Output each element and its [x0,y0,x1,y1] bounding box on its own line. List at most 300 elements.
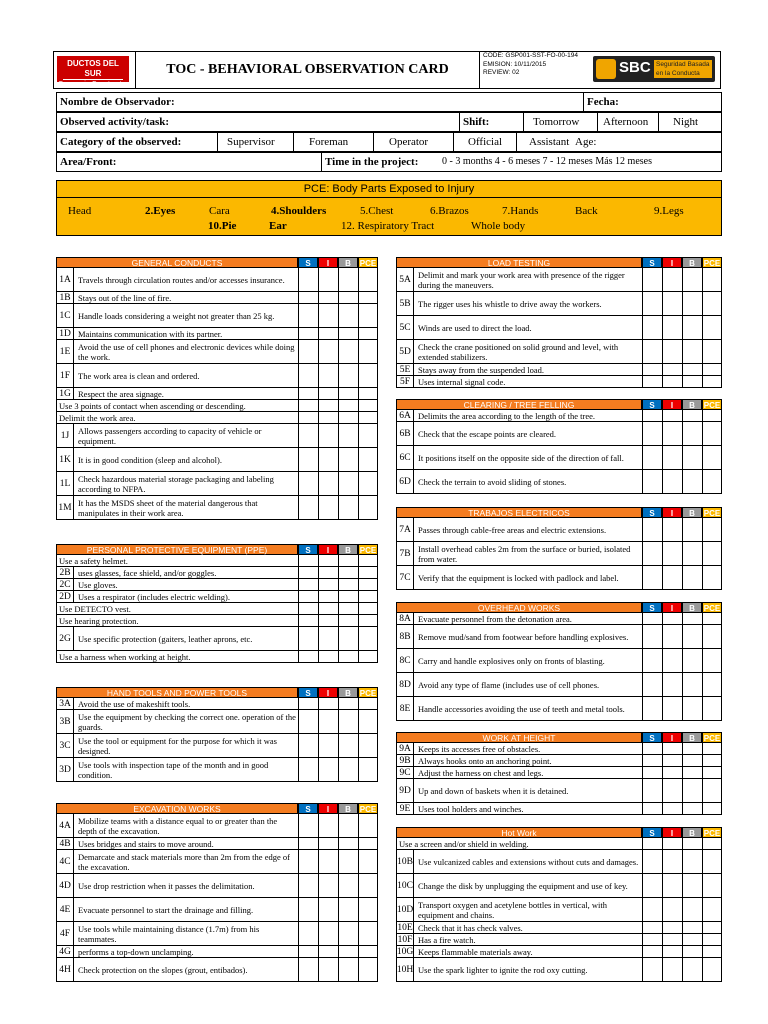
check-cell-i[interactable] [662,850,682,873]
check-cell-pce[interactable] [702,340,722,363]
check-cell-s[interactable] [642,518,662,541]
check-cell-pce[interactable] [358,946,378,957]
check-cell-pce[interactable] [702,364,722,375]
check-cell-s[interactable] [642,767,662,778]
check-cell-pce[interactable] [358,579,378,590]
check-cell-i[interactable] [662,649,682,672]
check-cell-pce[interactable] [358,898,378,921]
check-cell-b[interactable] [338,734,358,757]
check-cell-i[interactable] [318,472,338,495]
check-cell-i[interactable] [318,627,338,650]
check-cell-s[interactable] [298,340,318,363]
check-cell-b[interactable] [682,340,702,363]
check-cell-s[interactable] [642,410,662,421]
check-cell-pce[interactable] [702,697,722,720]
item-text: Use DETECTO vest. [59,603,131,614]
check-cell-s[interactable] [642,838,662,849]
item-text: Carry and handle explosives only on fronts of blasting. [418,655,605,666]
item-text: Delimit the work area. [59,412,136,423]
check-cell-pce[interactable] [702,649,722,672]
check-cell-s[interactable] [642,340,662,363]
check-cell-b[interactable] [682,613,702,624]
check-cell-i[interactable] [318,698,338,709]
check-cell-s[interactable] [642,446,662,469]
check-cell-i[interactable] [662,803,682,814]
check-cell-b[interactable] [338,424,358,447]
check-cell-s[interactable] [298,591,318,602]
item-code: 5F [397,376,414,387]
check-cell-b[interactable] [338,496,358,519]
check-cell-b[interactable] [338,615,358,626]
page-title: TOC - BEHAVIORAL OBSERVATION CARD [135,52,480,88]
check-cell-pce[interactable] [358,922,378,945]
pce-part[interactable]: 4.Shoulders [271,205,327,217]
check-cell-i[interactable] [318,898,338,921]
check-cell-s[interactable] [642,958,662,981]
check-cell-pce[interactable] [358,292,378,303]
check-cell-pce[interactable] [358,340,378,363]
check-cell-b[interactable] [682,316,702,339]
check-cell-i[interactable] [662,946,682,957]
check-cell-pce[interactable] [358,412,378,423]
check-cell-b[interactable] [338,898,358,921]
observer-field[interactable] [57,93,583,111]
check-cell-i[interactable] [318,814,338,837]
check-cell-pce[interactable] [358,496,378,519]
check-cell-pce[interactable] [358,567,378,578]
check-cell-b[interactable] [682,268,702,291]
check-cell-s[interactable] [642,649,662,672]
check-cell-b[interactable] [338,567,358,578]
check-cell-s[interactable] [298,496,318,519]
check-cell-b[interactable] [682,838,702,849]
section-title: LOAD TESTING [396,257,642,268]
check-cell-i[interactable] [318,328,338,339]
checklist-row [396,410,722,422]
check-cell-b[interactable] [682,898,702,921]
check-cell-b[interactable] [338,591,358,602]
check-cell-b[interactable] [682,874,702,897]
check-cell-s[interactable] [642,743,662,754]
age-label: Age: [575,136,597,148]
check-cell-s[interactable] [298,579,318,590]
check-cell-pce[interactable] [702,566,722,589]
check-cell-s[interactable] [298,710,318,733]
check-cell-pce[interactable] [358,874,378,897]
check-cell-s[interactable] [298,448,318,471]
check-cell-pce[interactable] [358,698,378,709]
category-supervisor[interactable]: Supervisor [227,136,275,148]
check-cell-pce[interactable] [358,591,378,602]
check-cell-pce[interactable] [702,838,722,849]
check-cell-pce[interactable] [702,518,722,541]
check-cell-s[interactable] [642,779,662,802]
check-cell-b[interactable] [682,673,702,696]
check-cell-pce[interactable] [702,922,722,933]
check-cell-i[interactable] [318,651,338,662]
checklist-row [396,422,722,446]
check-cell-s[interactable] [298,555,318,566]
check-cell-s[interactable] [642,625,662,648]
check-cell-b[interactable] [682,422,702,445]
check-cell-pce[interactable] [702,542,722,565]
check-cell-pce[interactable] [358,627,378,650]
check-cell-s[interactable] [298,603,318,614]
check-cell-i[interactable] [662,697,682,720]
check-cell-s[interactable] [298,328,318,339]
pce-part[interactable]: 12. Respiratory Tract [341,220,435,232]
check-cell-pce[interactable] [358,615,378,626]
check-cell-i[interactable] [662,470,682,493]
check-cell-b[interactable] [338,328,358,339]
check-cell-pce[interactable] [702,410,722,421]
check-cell-b[interactable] [682,410,702,421]
check-cell-b[interactable] [338,850,358,873]
check-cell-pce[interactable] [702,292,722,315]
check-cell-pce[interactable] [702,268,722,291]
check-cell-pce[interactable] [702,613,722,624]
check-cell-b[interactable] [338,874,358,897]
check-cell-pce[interactable] [702,934,722,945]
check-cell-b[interactable] [338,627,358,650]
check-cell-pce[interactable] [358,364,378,387]
check-cell-pce[interactable] [358,400,378,411]
check-cell-s[interactable] [642,566,662,589]
check-cell-s[interactable] [298,651,318,662]
pce-part[interactable]: 9.Legs [654,205,684,217]
check-cell-b[interactable] [682,364,702,375]
check-cell-b[interactable] [682,922,702,933]
check-cell-b[interactable] [338,922,358,945]
check-cell-i[interactable] [318,268,338,291]
check-cell-pce[interactable] [358,710,378,733]
check-cell-i[interactable] [318,710,338,733]
check-cell-pce[interactable] [358,424,378,447]
check-cell-s[interactable] [298,698,318,709]
pce-part[interactable]: Back [575,205,598,217]
check-cell-s[interactable] [298,850,318,873]
check-cell-b[interactable] [338,340,358,363]
check-cell-s[interactable] [298,364,318,387]
check-cell-pce[interactable] [702,316,722,339]
check-cell-pce[interactable] [358,268,378,291]
check-cell-b[interactable] [338,388,358,399]
check-cell-s[interactable] [642,268,662,291]
check-cell-s[interactable] [298,734,318,757]
check-cell-b[interactable] [338,579,358,590]
check-cell-i[interactable] [662,376,682,387]
check-cell-s[interactable] [298,838,318,849]
check-cell-pce[interactable] [358,472,378,495]
check-cell-s[interactable] [298,958,318,981]
check-cell-s[interactable] [642,422,662,445]
check-cell-s[interactable] [298,758,318,781]
check-cell-s[interactable] [298,922,318,945]
check-cell-pce[interactable] [702,946,722,957]
check-cell-i[interactable] [318,579,338,590]
check-cell-s[interactable] [642,946,662,957]
check-cell-pce[interactable] [358,758,378,781]
check-cell-pce[interactable] [358,651,378,662]
check-cell-pce[interactable] [702,673,722,696]
column-header-pce: PCE [359,546,377,555]
check-cell-pce[interactable] [702,743,722,754]
check-cell-pce[interactable] [702,470,722,493]
check-cell-i[interactable] [318,364,338,387]
check-cell-b[interactable] [682,697,702,720]
check-cell-i[interactable] [662,779,682,802]
check-cell-b[interactable] [338,651,358,662]
check-cell-i[interactable] [662,566,682,589]
item-code: 6A [397,410,414,421]
check-cell-i[interactable] [662,268,682,291]
check-cell-i[interactable] [662,446,682,469]
pce-part[interactable]: Head [68,205,92,217]
check-cell-b[interactable] [338,304,358,327]
check-cell-b[interactable] [682,292,702,315]
check-cell-s[interactable] [642,542,662,565]
check-cell-s[interactable] [298,898,318,921]
check-cell-i[interactable] [662,958,682,981]
check-cell-s[interactable] [298,472,318,495]
check-cell-s[interactable] [642,697,662,720]
check-cell-i[interactable] [662,874,682,897]
check-cell-b[interactable] [338,412,358,423]
check-cell-b[interactable] [682,779,702,802]
item-code: 9C [397,767,414,778]
time-options[interactable]: 0 - 3 months 4 - 6 meses 7 - 12 meses Más 12 meses [442,156,652,167]
check-cell-s[interactable] [642,898,662,921]
check-cell-s[interactable] [642,292,662,315]
item-text: Avoid the use of cell phones and electronic devices while doing the work. [78,341,295,362]
check-cell-s[interactable] [298,412,318,423]
check-cell-b[interactable] [338,814,358,837]
check-cell-b[interactable] [682,470,702,493]
check-cell-i[interactable] [318,424,338,447]
pce-part[interactable]: 5.Chest [360,205,394,217]
check-cell-pce[interactable] [702,898,722,921]
check-cell-i[interactable] [662,542,682,565]
check-cell-i[interactable] [318,958,338,981]
check-cell-i[interactable] [318,567,338,578]
check-cell-pce[interactable] [358,958,378,981]
check-cell-pce[interactable] [358,850,378,873]
checklist-row [396,292,722,316]
pce-part[interactable]: 6.Brazos [430,205,469,217]
category-operator[interactable]: Operator [389,136,429,148]
check-cell-i[interactable] [318,304,338,327]
check-cell-b[interactable] [682,850,702,873]
category-official[interactable]: Official [468,136,503,148]
check-cell-i[interactable] [662,743,682,754]
item-code: 6C [397,446,414,469]
check-cell-pce[interactable] [702,958,722,981]
check-cell-i[interactable] [318,603,338,614]
item-text: Check hazardous material storage packaging and labeling according to NFPA. [78,473,274,494]
check-cell-s[interactable] [642,850,662,873]
category-foreman[interactable]: Foreman [309,136,349,148]
check-cell-b[interactable] [338,268,358,291]
pce-part[interactable]: 2.Eyes [145,205,176,217]
check-cell-pce[interactable] [702,803,722,814]
check-cell-b[interactable] [338,710,358,733]
pce-part[interactable]: Whole body [471,220,526,232]
check-cell-b[interactable] [682,743,702,754]
check-cell-i[interactable] [318,850,338,873]
checklist-row [56,874,378,898]
check-cell-b[interactable] [338,472,358,495]
check-cell-b[interactable] [682,518,702,541]
check-cell-pce[interactable] [702,376,722,387]
check-cell-i[interactable] [318,838,338,849]
check-cell-pce[interactable] [702,779,722,802]
check-cell-b[interactable] [338,838,358,849]
check-cell-s[interactable] [298,304,318,327]
shift-tomorrow[interactable]: Tomorrow [533,116,580,128]
check-cell-i[interactable] [662,316,682,339]
check-cell-i[interactable] [662,518,682,541]
column-header-pce: PCE [703,734,721,743]
check-cell-s[interactable] [298,946,318,957]
check-cell-s[interactable] [298,627,318,650]
check-cell-s[interactable] [642,874,662,897]
check-cell-s[interactable] [642,470,662,493]
check-cell-b[interactable] [338,448,358,471]
check-cell-b[interactable] [682,625,702,648]
check-cell-i[interactable] [318,340,338,363]
check-cell-s[interactable] [298,567,318,578]
check-cell-pce[interactable] [702,422,722,445]
check-cell-i[interactable] [318,591,338,602]
check-cell-b[interactable] [338,603,358,614]
check-cell-pce[interactable] [358,388,378,399]
check-cell-s[interactable] [298,424,318,447]
check-cell-pce[interactable] [358,555,378,566]
check-cell-i[interactable] [318,922,338,945]
check-cell-i[interactable] [662,922,682,933]
check-cell-i[interactable] [318,388,338,399]
check-cell-pce[interactable] [702,755,722,766]
check-cell-s[interactable] [298,388,318,399]
check-cell-b[interactable] [682,958,702,981]
check-cell-i[interactable] [662,422,682,445]
check-cell-s[interactable] [642,316,662,339]
check-cell-i[interactable] [662,340,682,363]
pce-part[interactable]: Ear [269,220,287,232]
check-cell-b[interactable] [338,958,358,981]
check-cell-i[interactable] [318,496,338,519]
check-cell-pce[interactable] [702,874,722,897]
check-cell-b[interactable] [682,767,702,778]
check-cell-i[interactable] [662,898,682,921]
check-cell-i[interactable] [318,448,338,471]
check-cell-pce[interactable] [702,625,722,648]
category-assistant[interactable]: Assistant [529,136,570,148]
check-cell-s[interactable] [298,292,318,303]
check-cell-i[interactable] [662,410,682,421]
check-cell-b[interactable] [682,934,702,945]
check-cell-s[interactable] [642,922,662,933]
check-cell-s[interactable] [298,400,318,411]
check-cell-i[interactable] [318,734,338,757]
check-cell-i[interactable] [662,767,682,778]
check-cell-b[interactable] [682,803,702,814]
check-cell-i[interactable] [318,758,338,781]
check-cell-b[interactable] [338,946,358,957]
check-cell-i[interactable] [662,838,682,849]
check-cell-pce[interactable] [702,850,722,873]
check-cell-pce[interactable] [702,446,722,469]
check-cell-i[interactable] [318,946,338,957]
check-cell-pce[interactable] [358,734,378,757]
check-cell-pce[interactable] [358,814,378,837]
check-cell-i[interactable] [662,934,682,945]
pce-part[interactable]: 10.Pie [208,220,237,232]
check-cell-i[interactable] [662,755,682,766]
check-cell-b[interactable] [338,758,358,781]
check-cell-b[interactable] [338,364,358,387]
check-cell-b[interactable] [682,566,702,589]
check-cell-b[interactable] [338,400,358,411]
check-cell-s[interactable] [642,803,662,814]
check-cell-b[interactable] [338,698,358,709]
check-cell-s[interactable] [298,814,318,837]
check-cell-pce[interactable] [358,304,378,327]
check-cell-b[interactable] [682,446,702,469]
check-cell-i[interactable] [662,625,682,648]
check-cell-i[interactable] [318,615,338,626]
check-cell-i[interactable] [318,874,338,897]
check-cell-b[interactable] [338,292,358,303]
check-cell-b[interactable] [682,542,702,565]
check-cell-b[interactable] [682,376,702,387]
check-cell-i[interactable] [662,292,682,315]
check-cell-i[interactable] [318,412,338,423]
check-cell-s[interactable] [642,376,662,387]
check-cell-i[interactable] [662,364,682,375]
shift-night[interactable]: Night [673,116,699,128]
check-cell-b[interactable] [682,755,702,766]
pce-part[interactable]: Cara [209,205,230,217]
check-cell-s[interactable] [642,755,662,766]
check-cell-b[interactable] [682,946,702,957]
logo-left-line1: DUCTOS DEL SUR [63,59,123,80]
item-text: Use gloves. [78,579,118,590]
check-cell-s[interactable] [642,673,662,696]
check-cell-i[interactable] [318,400,338,411]
check-cell-pce[interactable] [358,328,378,339]
check-cell-s[interactable] [298,268,318,291]
check-cell-s[interactable] [642,364,662,375]
pce-part[interactable]: 7.Hands [502,205,539,217]
check-cell-s[interactable] [642,613,662,624]
check-cell-s[interactable] [298,615,318,626]
item-code: 6B [397,422,414,445]
check-cell-pce[interactable] [358,448,378,471]
check-cell-pce[interactable] [702,767,722,778]
check-cell-pce[interactable] [358,603,378,614]
check-cell-pce[interactable] [358,838,378,849]
check-cell-i[interactable] [662,613,682,624]
shift-afternoon[interactable]: Afternoon [603,116,649,128]
check-cell-i[interactable] [662,673,682,696]
check-cell-s[interactable] [642,934,662,945]
check-cell-b[interactable] [682,649,702,672]
check-cell-s[interactable] [298,874,318,897]
check-cell-i[interactable] [318,555,338,566]
check-cell-i[interactable] [318,292,338,303]
check-cell-b[interactable] [338,555,358,566]
